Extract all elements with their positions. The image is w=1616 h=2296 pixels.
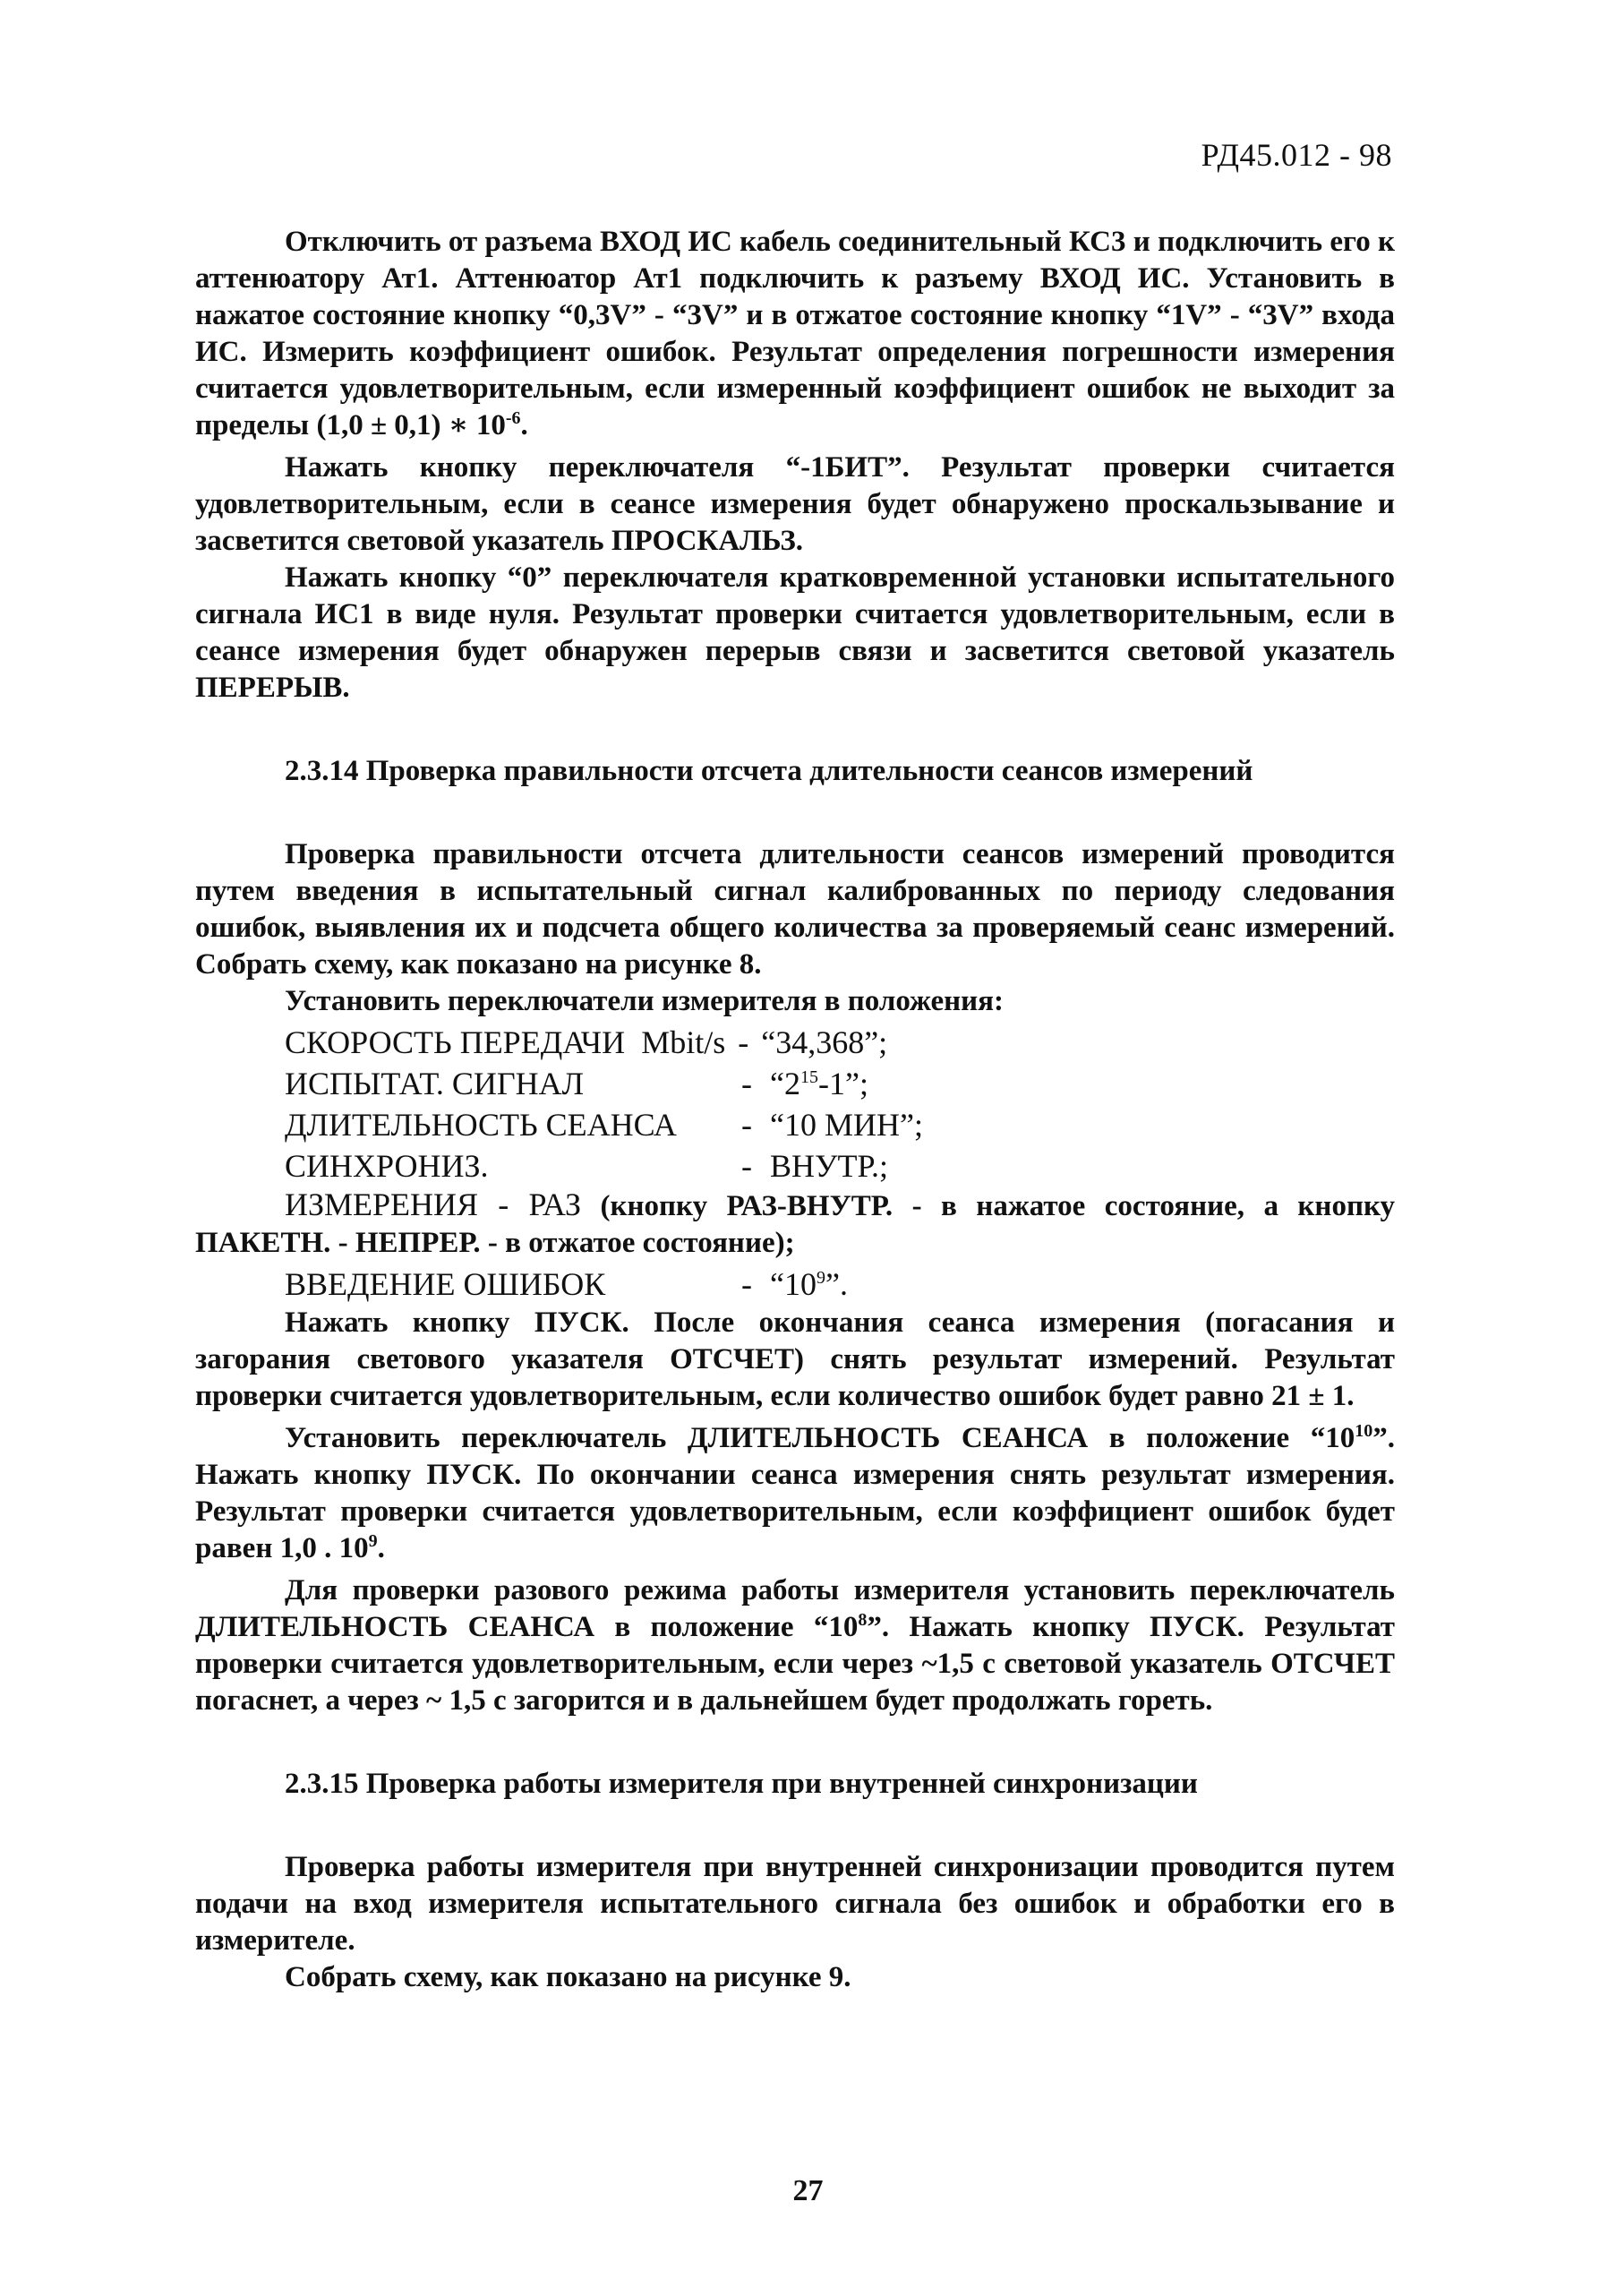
exponent: 15	[799, 1067, 818, 1087]
setting-dash: -	[741, 1148, 752, 1184]
paragraph-internal-sync: Проверка работы измерителя при внутренней синхронизации проводится путем подачи на вход измерителя испытательного сигнала без ошибок и обработки его в измерителе.	[195, 1851, 1395, 1957]
paragraph-text: .	[520, 409, 528, 441]
paragraph-start-measurement: Нажать кнопку ПУСК. После окончания сеанса измерения (погасания и загорания светового указателя ОТСЧЕТ) снять результат измерений. Результат проверки считается удовлетворительным, если количество ошибок будет равно 21 ± 1.	[195, 1306, 1395, 1412]
section-heading-2-3-14: 2.3.14 Проверка правильности отсчета длительности сеансов измерений	[285, 755, 1253, 787]
switch-settings-list	[195, 1022, 1395, 1187]
setting-value: - в нажатое состояние, а кнопку ПАКЕТН. - НЕПРЕР. - в отжатое состояние);	[195, 1190, 1396, 1259]
setting-name: ИЗМЕРЕНИЯ - РАЗ	[285, 1187, 582, 1222]
setting-row-speed	[195, 1022, 1395, 1063]
exponent: -6	[505, 408, 521, 428]
paragraph-assemble-figure-9: Собрать схему, как показано на рисунке 9.	[285, 1961, 851, 1993]
page-number: 27	[792, 2174, 824, 2207]
exponent: 9	[368, 1531, 378, 1551]
document-code: РД45.012 - 98	[1201, 137, 1392, 173]
setting-value: “34,368”;	[761, 1024, 888, 1060]
paragraph-duration-intro: Проверка правильности отсчета длительности сеансов измерений проводится путем введения в испытательный сигнал калиброванных по периоду следования ошибок, выявления их и подсчета общего количества за проверяемый сеанс измерений. Собрать схему, как показано на рисунке 8.	[195, 838, 1395, 981]
setting-value: “10 МИН”;	[770, 1107, 923, 1143]
value-text: “10	[770, 1266, 817, 1302]
paragraph-text: Отключить от разъема ВХОД ИС кабель соединительный КС3 и подключить его к аттенюатору Ат1. Аттенюатор Ат1 подключить к разъему ВХОД ИС. Установить в нажатое состояние кнопку “0,3V” - “3V” и в отжатое состояние кнопку “1V” - “3V” входа ИС. Измерить коэффициент ошибок. Результат определения погрешности измерения считается удовлетворительным, если измеренный коэффициент ошибок не выходит за пределы (1,0 ± 0,1) ∗ 10	[195, 226, 1395, 441]
paragraph-text: Для проверки разового режима работы измерителя установить переключатель ДЛИТЕЛЬНОСТЬ СЕАНСА в положение “10	[195, 1574, 1395, 1643]
setting-row-errors	[195, 1264, 1395, 1305]
setting-row-duration	[195, 1104, 1395, 1145]
paragraph-single-mode-check	[195, 1572, 1395, 1719]
paragraph-measurement-mode	[195, 1187, 1395, 1262]
paragraph-duration-10e10	[195, 1420, 1395, 1567]
setting-dash: -	[738, 1024, 749, 1060]
paragraph-text: ”. Нажать кнопку ПУСК. Результат проверки считается удовлетворительным, если через ~1,5 с световой указатель ОТСЧЕТ погаснет, а через ~ 1,5 с загорится и в дальнейшем будет продолжать гореть.	[195, 1611, 1395, 1717]
paragraph-text: Установить переключатель ДЛИТЕЛЬНОСТЬ СЕАНСА в положение “10	[285, 1422, 1355, 1454]
value-text: “2	[770, 1066, 800, 1101]
page-content	[195, 224, 1395, 1996]
setting-value	[770, 1063, 868, 1104]
paragraph-disconnect-cable	[195, 224, 1395, 444]
value-text: ”.	[825, 1266, 848, 1302]
paragraph-text: .	[377, 1532, 385, 1564]
switch-settings-list-errors	[195, 1264, 1395, 1305]
setting-row-signal	[195, 1063, 1395, 1104]
setting-dash: -	[741, 1066, 752, 1101]
setting-value: (кнопку РАЗ-ВНУТР.	[600, 1190, 894, 1222]
paragraph-slip-check: Нажать кнопку переключателя “-1БИТ”. Результат проверки считается удовлетворительным, если в сеансе измерения будет обнаружено проскальзывание и засветится световой указатель ПРОСКАЛЬЗ.	[195, 451, 1395, 557]
section-heading-2-3-15: 2.3.15 Проверка работы измерителя при внутренней синхронизации	[285, 1768, 1198, 1800]
setting-name: СИНХРОНИЗ.	[285, 1148, 489, 1184]
setting-unit: Mbit/s	[641, 1024, 726, 1060]
value-text: -1”;	[817, 1066, 868, 1101]
setting-row-sync	[195, 1145, 1395, 1187]
setting-name: ИСПЫТАТ. СИГНАЛ	[285, 1066, 585, 1101]
exponent: 9	[816, 1268, 825, 1288]
paragraph-text: ”. Нажать кнопку ПУСК. По окончании сеанса измерения снять результат измерения. Результат проверки считается удовлетворительным, если коэффициент ошибок будет равен 1,0 . 10	[195, 1422, 1395, 1564]
setting-name: ВВЕДЕНИЕ ОШИБОК	[285, 1266, 606, 1302]
exponent: 8	[858, 1610, 868, 1630]
setting-name: ДЛИТЕЛЬНОСТЬ СЕАНСА	[285, 1107, 677, 1143]
paragraph-set-switches: Установить переключатели измерителя в положения:	[285, 985, 1005, 1017]
setting-name: СКОРОСТЬ ПЕРЕДАЧИ	[285, 1024, 626, 1060]
setting-dash: -	[741, 1266, 752, 1302]
setting-dash: -	[741, 1107, 752, 1143]
setting-value: ВНУТР.;	[770, 1148, 889, 1184]
setting-value	[770, 1264, 848, 1305]
paragraph-break-check: Нажать кнопку “0” переключателя кратковременной установки испытательного сигнала ИС1 в виде нуля. Результат проверки считается удовлетворительным, если в сеансе измерения будет обнаружен перерыв связи и засветится световой указатель ПЕРЕРЫВ.	[195, 561, 1395, 704]
exponent: 10	[1355, 1421, 1373, 1441]
